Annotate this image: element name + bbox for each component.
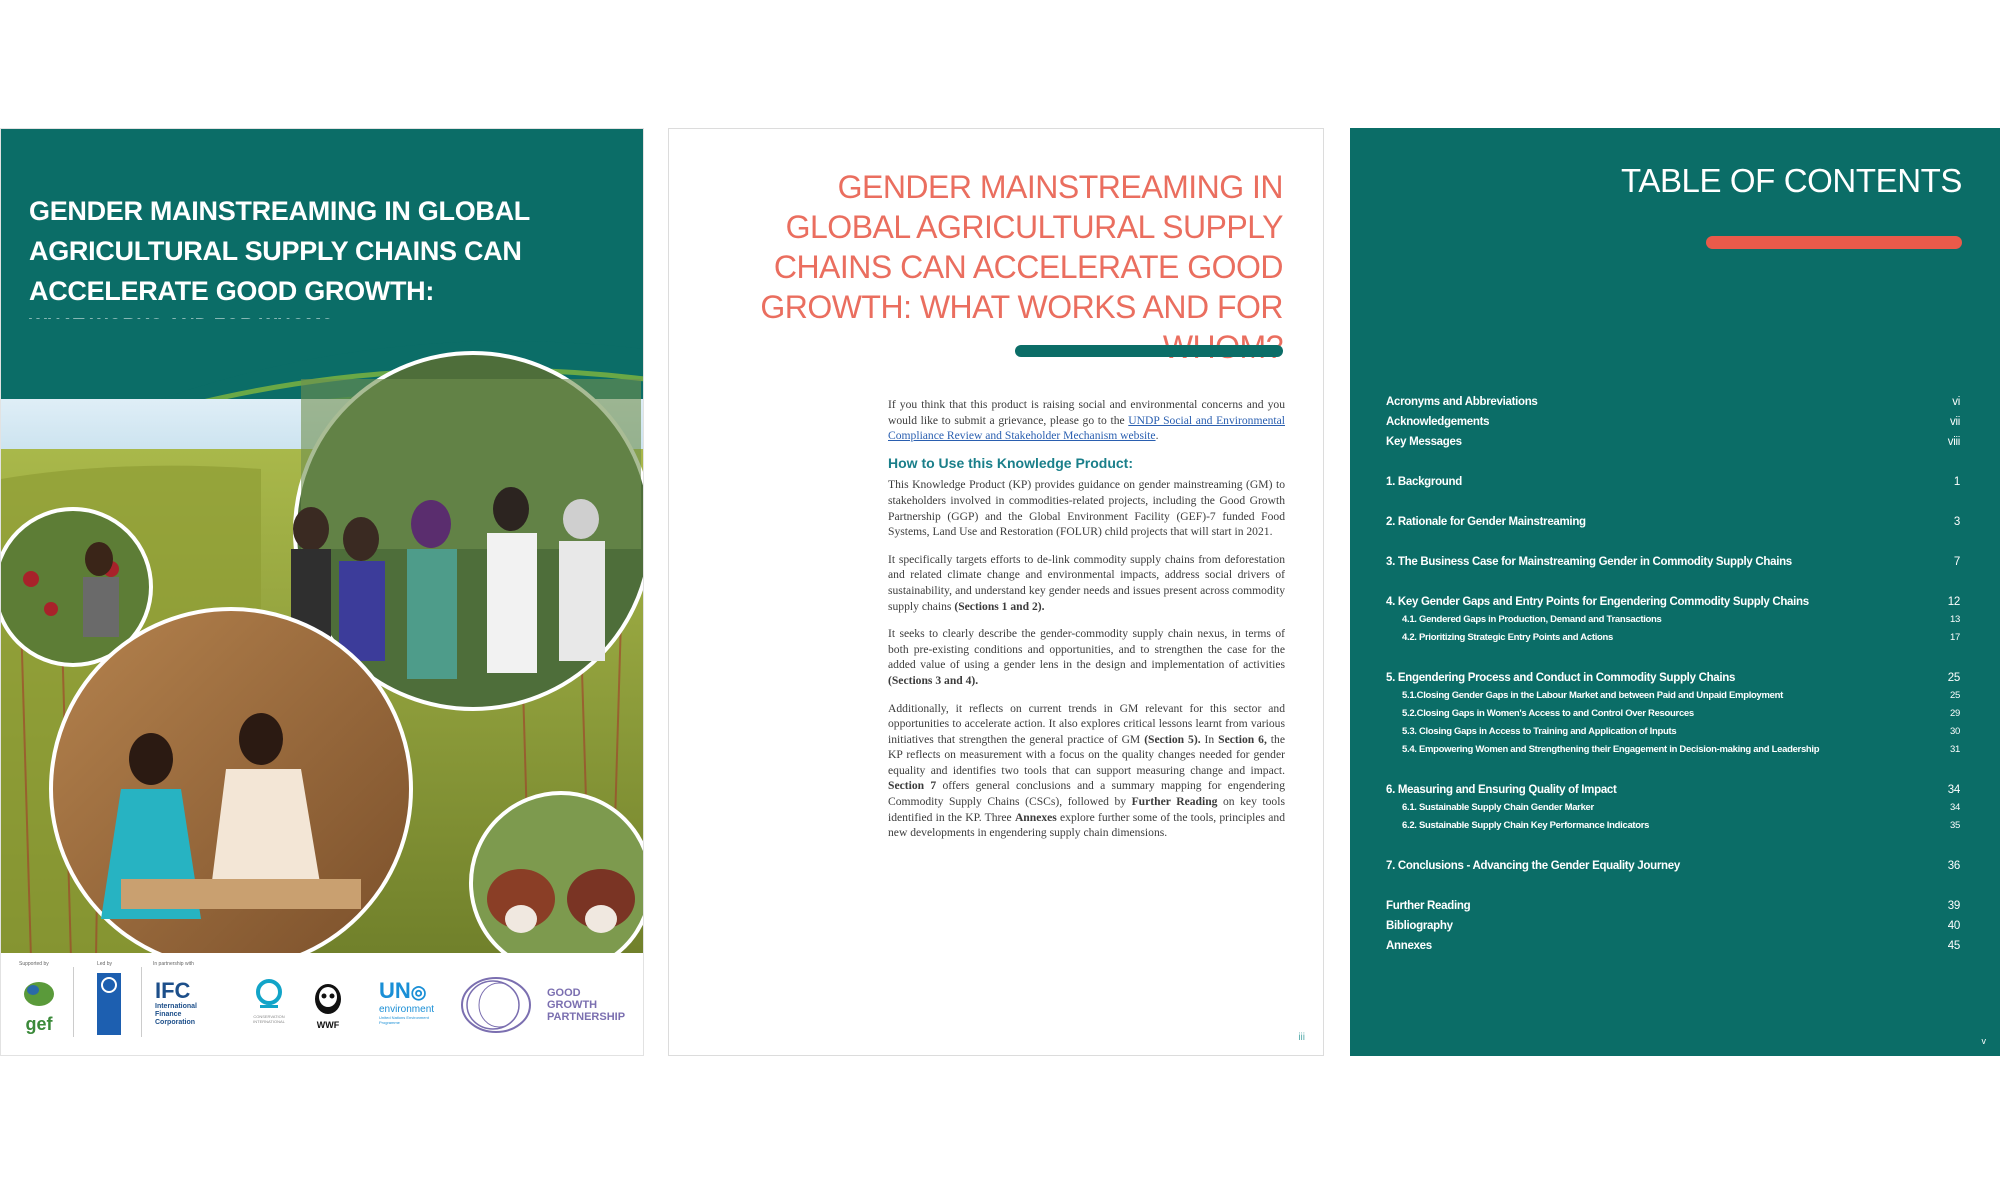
- toc-page: [1350, 128, 2000, 1056]
- toc-entry[interactable]: [1386, 516, 1960, 532]
- led-by-label: Led by: [97, 961, 113, 967]
- intro-paragraph-3: [888, 626, 1285, 688]
- intro-paragraph-2: [888, 552, 1285, 614]
- un-text: UN: [379, 978, 411, 1003]
- title-underline-bar: [1015, 345, 1283, 357]
- intro-paragraph-3-text: It seeks to clearly describe the gender-commodity supply chain nexus, in terms of both pre-existing conditions and opportunities, and to strengthen the case for the added value of using a gender lens in the design and implementation of activities: [888, 627, 1285, 672]
- toc-entry-label: 1. Background: [1386, 476, 1462, 488]
- toc-entry-label: 5. Engendering Process and Conduct in Commodity Supply Chains: [1386, 672, 1736, 684]
- toc-entry-page: 31: [1950, 744, 1960, 755]
- toc-entry[interactable]: [1386, 726, 1960, 742]
- intro-paragraph-1: This Knowledge Product (KP) provides guidance on gender mainstreaming (GM) to stakeholders involved in commodities-related projects, including the Good Growth Partnership (GGP) and the Global Environment Facility (GEF)-7 funded Food Systems, Land Use and Restoration (FOLUR) child projects that will start in 2021.: [888, 478, 1285, 539]
- toc-entry[interactable]: [1386, 396, 1960, 412]
- toc-entry-label: Acknowledgements: [1386, 416, 1490, 428]
- toc-entry[interactable]: [1386, 940, 1960, 956]
- toc-entry[interactable]: [1386, 820, 1960, 836]
- toc-entry[interactable]: [1386, 476, 1960, 492]
- ggp-text: GOOD GROWTH PARTNERSHIP: [547, 987, 626, 1023]
- toc-entry-label: 5.3. Closing Gaps in Access to Training and Application of Inputs: [1402, 726, 1677, 737]
- intro-body: [888, 397, 1285, 853]
- toc-entry-page: 34: [1950, 802, 1960, 813]
- toc-entry[interactable]: [1386, 436, 1960, 452]
- toc-entry-page: 3: [1953, 516, 1960, 528]
- toc-entry-page: 40: [1947, 920, 1960, 932]
- section-5-ref: (Section 5).: [1144, 732, 1201, 746]
- p5-part-c: In: [1204, 732, 1215, 746]
- ifc-subtext: International Finance Corporation: [155, 1003, 198, 1026]
- toc-entry-label: Further Reading: [1386, 900, 1471, 912]
- toc-entry-label: 2. Rationale for Gender Mainstreaming: [1386, 516, 1586, 528]
- toc-entry[interactable]: [1386, 632, 1960, 648]
- toc-entry-page: 25: [1950, 690, 1960, 701]
- toc-entry[interactable]: [1386, 614, 1960, 630]
- toc-entry[interactable]: [1386, 672, 1960, 688]
- ci-subtext: CONSERVATION INTERNATIONAL: [253, 1014, 285, 1024]
- toc-entry-label: 4.2. Prioritizing Strategic Entry Points and Actions: [1402, 632, 1614, 643]
- toc-entry-label: 5.2.Closing Gaps in Women's Access to and Control Over Resources: [1402, 708, 1694, 719]
- toc-entry-page: 36: [1947, 860, 1960, 872]
- p5-part-e: the KP reflects on measurement with a focus on the quality changes needed for gender equality and identifies two tools that can support measuring change and impact.: [888, 732, 1285, 777]
- section-6-ref: Section 6,: [1218, 732, 1267, 746]
- toc-entry-label: 7. Conclusions - Advancing the Gender Equality Journey: [1386, 860, 1680, 872]
- cover-page: [0, 128, 644, 1056]
- ifc-text: IFC: [155, 978, 191, 1003]
- how-to-use-heading: How to Use this Knowledge Product:: [888, 454, 1134, 471]
- section-7-ref: Section 7: [888, 779, 937, 793]
- toc-entry-page: 25: [1947, 672, 1960, 684]
- toc-entry[interactable]: [1386, 744, 1960, 760]
- toc-entry[interactable]: [1386, 920, 1960, 936]
- wwf-text: WWF: [316, 1020, 340, 1030]
- intro-paragraph-2-text: It specifically targets efforts to de-link commodity supply chains from deforestation and related climate change and environmental impacts, address social drivers of sustainability, and understand key gender needs and issues present across commodity supply chains: [888, 552, 1285, 613]
- toc-entry[interactable]: [1386, 596, 1960, 612]
- page-number: iii: [1298, 1032, 1305, 1043]
- toc-entry-label: Acronyms and Abbreviations: [1386, 396, 1538, 408]
- toc-title-bar: [1706, 236, 1962, 249]
- toc-entry-page: viii: [1947, 436, 1960, 448]
- annexes-ref: Annexes: [1014, 810, 1057, 824]
- toc-entry-label: 6.1. Sustainable Supply Chain Gender Marker: [1402, 802, 1594, 813]
- cover-logo-strip: [1, 953, 644, 1056]
- cover-title: GENDER MAINSTREAMING IN GLOBAL AGRICULTURAL SUPPLY CHAINS CAN ACCELERATE GOOD GROWTH:: [29, 196, 530, 306]
- toc-entry-page: 12: [1947, 596, 1960, 608]
- good-growth-partnership-logo: [459, 975, 639, 1037]
- grievance-end: .: [1155, 429, 1159, 443]
- undp-compliance-link[interactable]: UNDP Social and Environmental Compliance Review and Stakeholder Mechanism website: [888, 413, 1285, 443]
- sections-3-4-ref: (Sections 3 and 4).: [888, 673, 979, 687]
- toc-entry-page: 35: [1950, 820, 1960, 831]
- toc-entry-label: Key Messages: [1386, 436, 1462, 448]
- toc-entry-label: 4. Key Gender Gaps and Entry Points for Engendering Commodity Supply Chains: [1386, 596, 1809, 608]
- gef-logo: [19, 979, 59, 1035]
- toc-entry-page: 1: [1953, 476, 1960, 488]
- toc-entry-label: 6. Measuring and Ensuring Quality of Impact: [1386, 784, 1617, 796]
- toc-entry-page: 29: [1950, 708, 1960, 719]
- toc-entry-page: vi: [1952, 396, 1960, 408]
- toc-entry[interactable]: [1386, 784, 1960, 800]
- toc-entry[interactable]: [1386, 708, 1960, 724]
- toc-entry-label: Annexes: [1386, 940, 1432, 952]
- grievance-text: If you think that this product is raising social and environmental concerns and you would like to submit a grievance, please go to the: [888, 398, 1285, 427]
- toc-entry-page: vii: [1950, 416, 1960, 428]
- ifc-logo: [155, 979, 215, 1039]
- toc-entry-label: 4.1. Gendered Gaps in Production, Demand and Transactions: [1402, 614, 1662, 625]
- toc-entry-label: 6.2. Sustainable Supply Chain Key Performance Indicators: [1402, 820, 1650, 831]
- toc-entry[interactable]: [1386, 802, 1960, 818]
- toc-entry-page: 45: [1947, 940, 1960, 952]
- toc-entry[interactable]: [1386, 416, 1960, 432]
- partnership-label: In partnership with: [153, 961, 194, 967]
- cover-photo-collage: [1, 319, 644, 967]
- toc-entry[interactable]: [1386, 690, 1960, 706]
- toc-entry-page: 17: [1950, 632, 1960, 643]
- unep-subtext: United Nations Environment Programme: [379, 1015, 429, 1025]
- toc-entry[interactable]: [1386, 900, 1960, 916]
- intro-title: GENDER MAINSTREAMING IN GLOBAL AGRICULTURAL SUPPLY CHAINS CAN ACCELERATE GOOD GROWTH: WHAT WORKS AND FOR: [760, 169, 1283, 325]
- gef-text: gef: [25, 1014, 53, 1034]
- p5-part-k: explore further some of the tools, principles and new developments in engendering supply chain dimensions.: [888, 810, 1286, 840]
- toc-entry-page: 7: [1953, 556, 1960, 568]
- grievance-paragraph: [888, 397, 1285, 444]
- intro-paragraph-4: [888, 701, 1285, 841]
- conservation-international-logo: [239, 979, 299, 1039]
- toc-entry[interactable]: [1386, 860, 1960, 876]
- p5-part-g: offers general conclusions and a summary mapping for engendering Commodity Supply Chains (CSCs), followed by: [888, 779, 1286, 809]
- toc-entry-page: 39: [1947, 900, 1960, 912]
- toc-page-number: v: [1981, 1036, 1986, 1046]
- toc-entry-label: 5.4. Empowering Women and Strengthening their Engagement in Decision-making and Leadership: [1402, 744, 1820, 755]
- p5-part-a: Additionally, it reflects on current trends in GM relevant for this sector and opportunities to accelerate action. It also explores critical lessons learnt from various initiatives that strengthen the general practice of GM: [888, 701, 1285, 746]
- toc-title: TABLE OF CONTENTS: [1621, 162, 1962, 199]
- toc-entry-page: 34: [1947, 784, 1960, 796]
- intro-page: [668, 128, 1324, 1056]
- toc-entry-label: 5.1.Closing Gender Gaps in the Labour Market and between Paid and Unpaid Employment: [1402, 690, 1784, 701]
- supported-by-label: Supported by: [19, 961, 49, 967]
- toc-entry-label: 3. The Business Case for Mainstreaming Gender in Commodity Supply Chains: [1386, 556, 1792, 568]
- toc-entry[interactable]: [1386, 556, 1960, 572]
- un-environment-text: environment: [379, 1004, 435, 1015]
- un-environment-logo: UN◎ environment United Nations Environment Programme: [379, 979, 443, 1039]
- p5-part-i: on key tools identified in the KP. Three: [888, 795, 1285, 824]
- toc-entry-page: 13: [1950, 614, 1960, 625]
- toc-entry-label: Bibliography: [1386, 920, 1453, 932]
- toc-entry-page: 30: [1950, 726, 1960, 737]
- sections-1-2-ref: (Sections 1 and 2).: [954, 599, 1045, 613]
- wwf-panda-logo: [311, 981, 345, 1037]
- further-reading-ref: Further Reading: [1131, 795, 1218, 809]
- undp-logo: [97, 973, 121, 1035]
